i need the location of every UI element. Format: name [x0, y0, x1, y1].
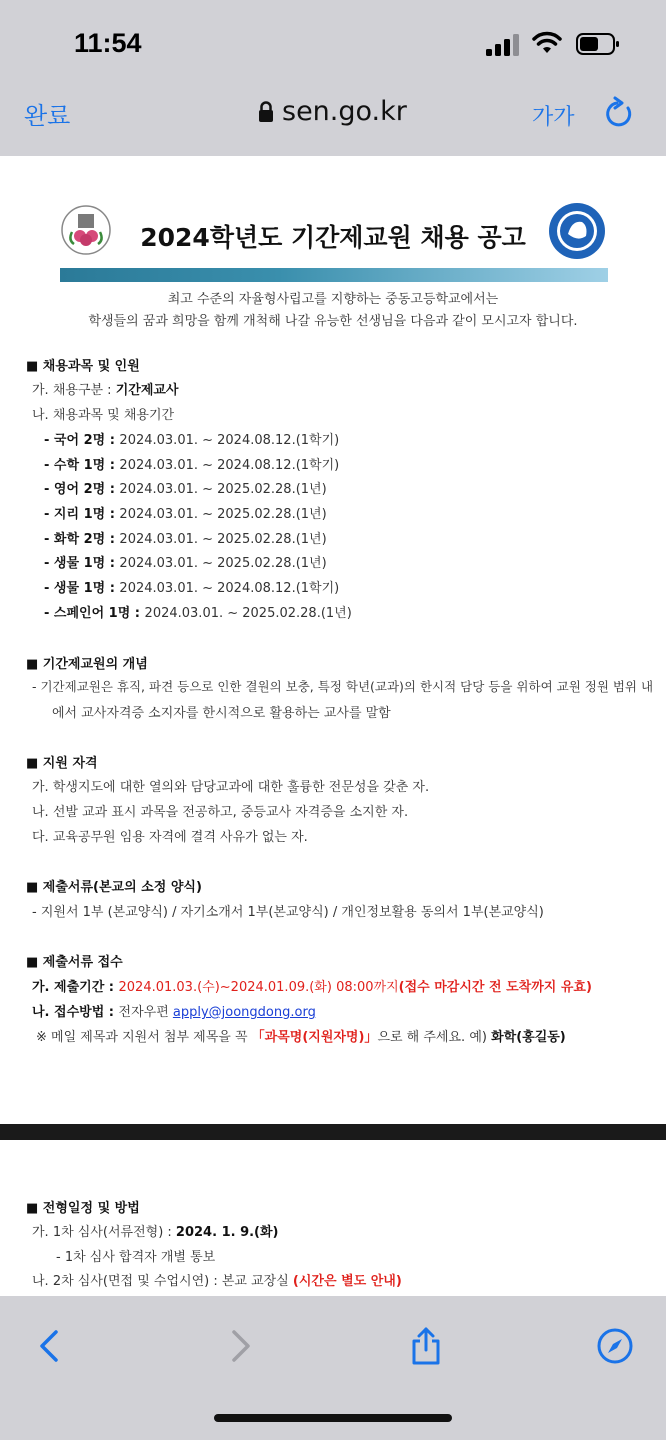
documents-line: - 지원서 1부 (본교양식) / 자기소개서 1부(본교양식) / 개인정보활용 동의서 1부(본교양식)	[32, 905, 544, 920]
page-break-divider	[0, 1124, 666, 1140]
intro-line-2: 학생들의 꿈과 희망을 함께 개척해 나갈 유능한 선생님을 다음과 같이 모시고자 합니다.	[88, 314, 578, 329]
url-display[interactable]	[258, 96, 407, 127]
schedule-first-round: 가. 1차 심사(서류전형) : 2024. 1. 9.(화)	[32, 1225, 279, 1240]
subject-item: - 영어 2명 : 2024.03.01. ~ 2025.02.28.(1년)	[44, 482, 327, 497]
subject-item: - 화학 2명 : 2024.03.01. ~ 2025.02.28.(1년)	[44, 532, 327, 547]
section-title-submission: ■ 제출서류 접수	[26, 955, 123, 970]
section-title-qualification: ■ 지원 자격	[26, 756, 98, 771]
concept-line-2: 에서 교사자격증 소지자를 한시적으로 활용하는 교사를 말함	[52, 706, 391, 721]
chevron-left-icon[interactable]	[32, 1326, 68, 1366]
status-bar	[0, 0, 666, 88]
lock-icon	[258, 101, 274, 123]
url-text: sen.go.kr	[282, 96, 407, 127]
concept-line-1: - 기간제교원은 휴직, 파견 등으로 인한 결원의 보충, 특정 학년(교과)의 한시적 담당 등을 위하여 교원 정원 범위 내	[32, 679, 654, 694]
page-title: 2024학년도 기간제교원 채용 공고	[140, 223, 526, 252]
subject-item: - 생물 1명 : 2024.03.01. ~ 2025.02.28.(1년)	[44, 556, 327, 571]
subjects-heading: 나. 채용과목 및 채용기간	[32, 408, 175, 423]
qualification-line: 다. 교육공무원 임용 자격에 결격 사유가 없는 자.	[32, 830, 308, 845]
lion-emblem-logo	[548, 202, 606, 260]
section-title-documents: ■ 제출서류(본교의 소정 양식)	[26, 880, 202, 895]
title-underline-bar	[60, 268, 608, 282]
wifi-icon	[532, 31, 562, 55]
battery-icon	[576, 33, 620, 55]
subject-item: - 스페인어 1명 : 2024.03.01. ~ 2025.02.28.(1년)	[44, 606, 352, 621]
compass-icon[interactable]	[596, 1326, 634, 1366]
submission-period-line: 가. 제출기간 : 2024.01.03.(수)~2024.01.09.(화) 08:00까지(접수 마감시간 전 도착까지 유효)	[32, 980, 592, 995]
qualification-line: 나. 선발 교과 표시 과목을 전공하고, 중등교사 자격증을 소지한 자.	[32, 805, 409, 820]
subject-item: - 지리 1명 : 2024.03.01. ~ 2025.02.28.(1년)	[44, 507, 327, 522]
schedule-second-round: 나. 2차 심사(면접 및 수업시연) : 본교 교장실 (시간은 별도 안내)	[32, 1274, 402, 1289]
home-indicator	[214, 1414, 452, 1422]
email-link[interactable]: apply@joongdong.org	[172, 1005, 316, 1020]
status-time: 11:54	[74, 28, 142, 58]
hire-type-line: 가. 채용구분 : 기간제교사	[32, 383, 179, 398]
reload-icon[interactable]	[604, 96, 636, 130]
subject-item: - 생물 1명 : 2024.03.01. ~ 2024.08.12.(1학기)	[44, 581, 340, 596]
email-subject-note: ※ 메일 제목과 지원서 첨부 제목을 꼭 「과목명(지원자명)」으로 해 주세요. 예) 화학(홍길동)	[36, 1030, 566, 1045]
done-button[interactable]: 완료	[24, 102, 71, 130]
section-title-positions: ■ 채용과목 및 인원	[26, 359, 140, 374]
cellular-signal-icon	[486, 34, 520, 56]
share-icon[interactable]	[408, 1326, 444, 1366]
schedule-first-round-note: - 1차 심사 합격자 개별 통보	[56, 1250, 216, 1265]
submission-method-line: 나. 접수방법 : 전자우편 apply@joongdong.org	[32, 1005, 316, 1020]
subject-item: - 수학 1명 : 2024.03.01. ~ 2024.08.12.(1학기)	[44, 458, 340, 473]
section-title-schedule: ■ 전형일정 및 방법	[26, 1201, 140, 1216]
browser-toolbar	[0, 1296, 666, 1440]
text-size-button[interactable]: 가가	[532, 105, 575, 130]
section-title-concept: ■ 기간제교원의 개념	[26, 657, 148, 672]
chevron-right-icon[interactable]	[222, 1326, 258, 1366]
subject-item: - 국어 2명 : 2024.03.01. ~ 2024.08.12.(1학기)	[44, 433, 340, 448]
page-content	[0, 156, 666, 1296]
intro-line-1: 최고 수준의 자율형사립고를 지향하는 중동고등학교에서는	[167, 292, 499, 307]
qualification-line: 가. 학생지도에 대한 열의와 담당교과에 대한 훌륭한 전문성을 갖춘 자.	[32, 780, 430, 795]
